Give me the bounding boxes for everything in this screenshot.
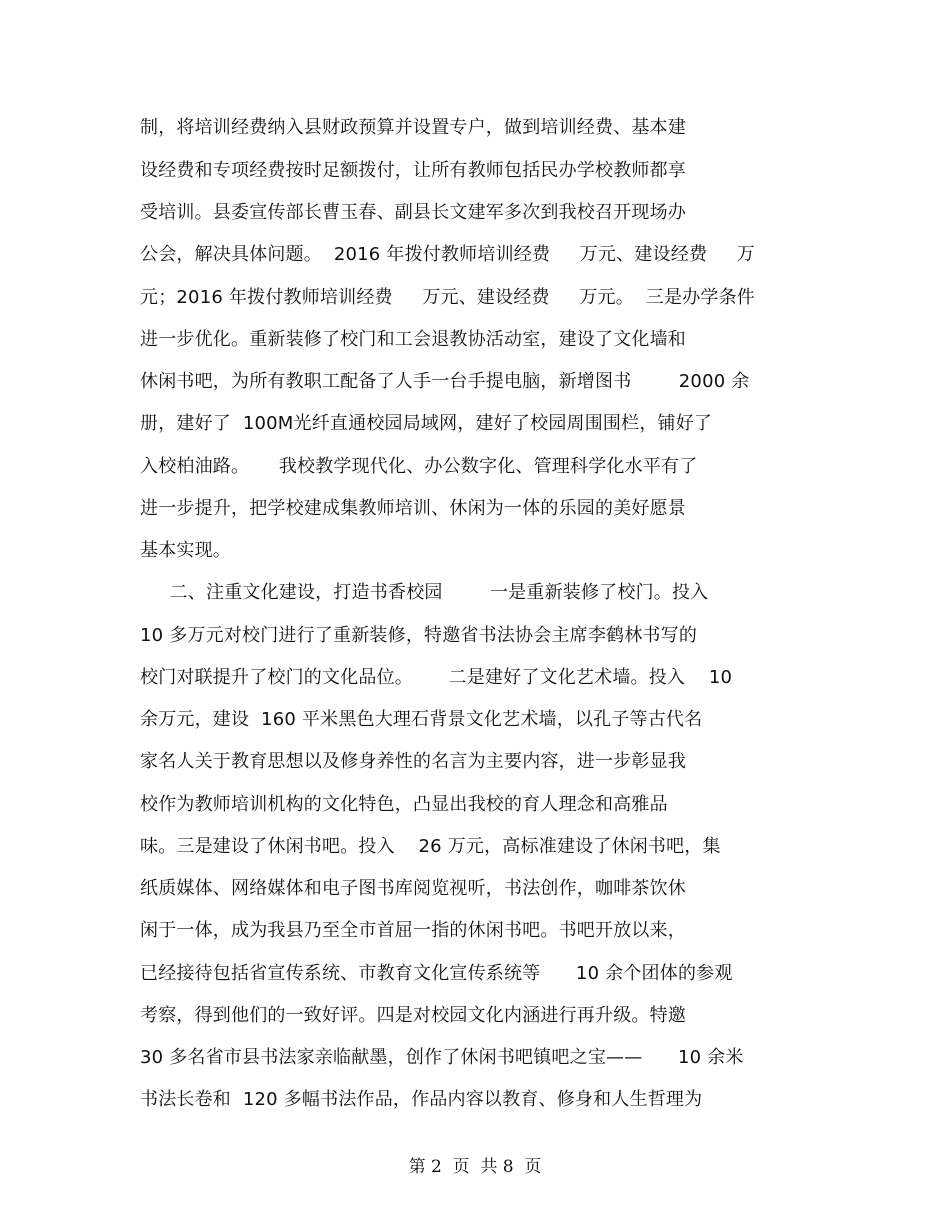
text-line: 受培训。县委宣传部长曹玉春、副县长文建军多次到我校召开现场办 [140, 202, 686, 223]
text-line: 册，建好了 100M光纤直通校园局域网，建好了校园周围围栏，铺好了 [140, 413, 713, 434]
text-line: 已经接待包括省宣传系统、市教育文化宣传系统等 10 余个团体的参观 [140, 963, 733, 984]
text-line: 10 多万元对校门进行了重新装修，特邀省书法协会主席李鹤林书写的 [140, 625, 698, 646]
text-line: 校门对联提升了校门的文化品位。 二是建好了文化艺术墙。投入 10 [140, 667, 733, 688]
text-line: 纸质媒体、网络媒体和电子图书库阅览视听，书法创作，咖啡茶饮休 [140, 878, 686, 899]
text-line: 设经费和专项经费按时足额拨付，让所有教师包括民办学校教师都享 [140, 160, 686, 181]
text-line: 校作为教师培训机构的文化特色，凸显出我校的育人理念和高雅品 [140, 794, 668, 815]
text-line: 余万元，建设 160 平米黑色大理石背景文化艺术墙，以孔子等古代名 [140, 709, 703, 730]
text-line: 味。三是建设了休闲书吧。投入 26 万元，高标准建设了休闲书吧，集 [140, 836, 721, 857]
section-heading-line: 二、注重文化建设，打造书香校园 一是重新装修了校门。投入 [140, 582, 709, 603]
text-line: 闲于一体，成为我县乃至全市首屈一指的休闲书吧。书吧开放以来， [140, 920, 686, 941]
text-line: 入校柏油路。 我校教学现代化、办公数字化、管理科学化水平有了 [140, 456, 698, 477]
text-line: 书法长卷和 120 多幅书法作品，作品内容以教育、修身和人生哲理为 [140, 1089, 703, 1110]
text-line: 考察，得到他们的一致好评。四是对校园文化内涵进行再升级。特邀 [140, 1005, 686, 1026]
text-line: 30 多名省市县书法家亲临献墨，创作了休闲书吧镇吧之宝—— 10 余米 [140, 1047, 744, 1068]
text-line: 休闲书吧，为所有教职工配备了人手一台手提电脑，新增图书 2000 余 [140, 371, 750, 392]
text-line: 制，将培训经费纳入县财政预算并设置专户，做到培训经费、基本建 [140, 117, 686, 138]
text-line: 进一步提升，把学校建成集教师培训、休闲为一体的乐园的美好愿景 [140, 498, 686, 519]
page-footer: 第 2 页 共 8 页 [408, 1157, 542, 1177]
text-line: 元；2016 年拨付教师培训经费 万元、建设经费 万元。 三是办学条件 [140, 287, 755, 308]
text-line: 公会，解决具体问题。 2016 年拨付教师培训经费 万元、建设经费 万 [140, 244, 755, 265]
text-line: 基本实现。 [140, 540, 231, 561]
text-line: 进一步优化。重新装修了校门和工会退教协活动室，建设了文化墙和 [140, 329, 686, 350]
text-line: 家名人关于教育思想以及修身养性的名言为主要内容，进一步彰显我 [140, 751, 686, 772]
